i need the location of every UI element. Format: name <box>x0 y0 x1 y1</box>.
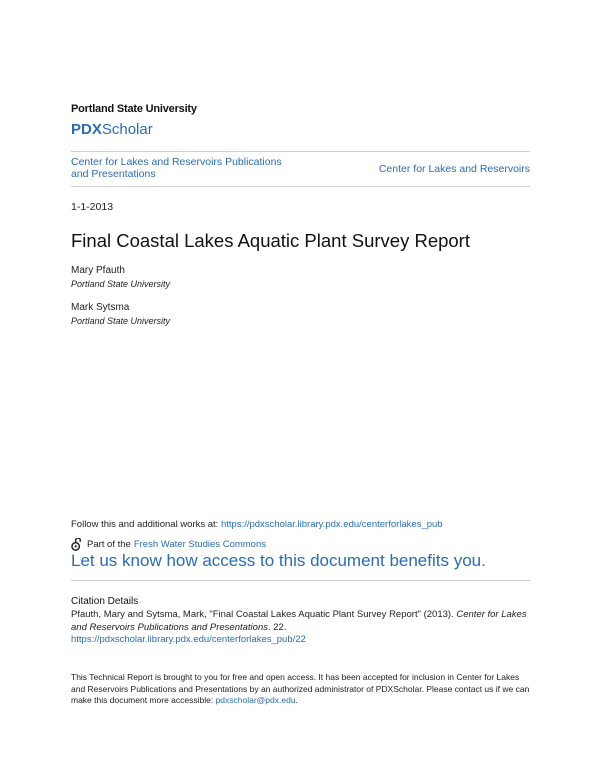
citation-url[interactable]: https://pdxscholar.library.pdx.edu/centerforlakes_pub/22 <box>71 634 306 645</box>
document-title: Final Coastal Lakes Aquatic Plant Survey Report <box>71 230 470 251</box>
follow-link[interactable]: https://pdxscholar.library.pdx.edu/centerforlakes_pub <box>220 519 443 530</box>
access-notice <box>71 672 533 707</box>
open-access-icon <box>71 538 84 551</box>
author-name: Mark Sytsma <box>71 302 130 313</box>
feedback-link[interactable]: Let us know how access to this document benefits you. <box>71 551 486 570</box>
author-affiliation: Portland State University <box>71 279 171 289</box>
author-affiliation: Portland State University <box>71 316 171 326</box>
follow-line <box>71 519 443 530</box>
part-of-label: Part of the <box>87 539 131 550</box>
citation-text <box>71 609 533 647</box>
follow-label: Follow this and additional works at: <box>71 519 221 530</box>
citation-number: . 22. <box>267 621 287 633</box>
part-of-line <box>71 538 266 551</box>
author-name: Mary Pfauth <box>71 265 125 276</box>
repository-logo[interactable] <box>71 121 153 138</box>
collection-link[interactable]: Center for Lakes and Reservoirs Publications and Presentations <box>71 156 282 180</box>
commons-link[interactable]: Fresh Water Studies Commons <box>133 539 267 550</box>
university-name: Portland State University <box>71 103 197 115</box>
contact-email[interactable]: pdxscholar@pdx.edu <box>215 695 296 705</box>
divider-top <box>71 151 530 152</box>
department-link[interactable]: Center for Lakes and Reservoirs <box>378 163 530 175</box>
publication-date: 1-1-2013 <box>71 201 114 213</box>
citation-plain: Pfauth, Mary and Sytsma, Mark, "Final Coastal Lakes Aquatic Plant Survey Report" (2013). <box>71 609 457 620</box>
notice-end: . <box>295 695 298 705</box>
divider-bottom <box>71 186 530 187</box>
citation-heading: Citation Details <box>71 596 139 607</box>
divider-citation <box>71 580 530 581</box>
repo-suffix: Scholar <box>101 121 153 138</box>
notice-text: This Technical Report is brought to you for free and open access. It has been accepted for inclusion in Center for Lakes and Reservoirs Publications and Presentations by an authorized administrator of PDXScholar. Please contact us if we can make this document more accessible: <box>71 672 530 705</box>
repo-prefix: PDX <box>71 121 102 138</box>
citation-series: Center for Lakes and Reservoirs Publications and Presentations <box>71 609 527 633</box>
